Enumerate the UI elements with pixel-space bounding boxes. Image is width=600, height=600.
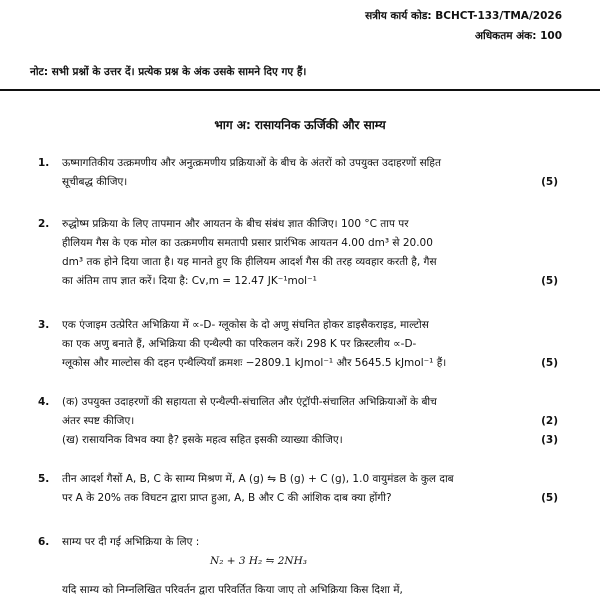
question-marks-part-a: (2) bbox=[541, 415, 558, 427]
question-4 bbox=[38, 393, 558, 450]
question-3 bbox=[38, 316, 558, 373]
question-text-line: ऊष्मागतिकीय उत्क्रमणीय और अनुत्क्रमणीय प्रक्रियाओं के बीच के अंतरों को उपयुक्त उदाहरणों सहित bbox=[62, 157, 441, 169]
question-text-line bbox=[62, 431, 558, 450]
question-marks: (5) bbox=[541, 176, 558, 188]
question-text-line: एक एंजाइम उत्प्रेरित अभिक्रिया में ∝-D- ग्लूकोस के दो अणु संघनित होकर डाइसैकराइड, माल्टोस bbox=[62, 319, 429, 331]
question-text-line: साम्य पर दी गई अभिक्रिया के लिए : bbox=[62, 536, 200, 548]
question-number: 3. bbox=[38, 319, 50, 331]
question-number: 1. bbox=[38, 157, 50, 169]
section-title: भाग अ: रासायनिक ऊर्जिकी और साम्य bbox=[214, 118, 386, 132]
question-text-line: (क) उपयुक्त उदाहरणों की सहायता से एन्थैल्पी-संचालित और एंट्रॉपी-संचालित अभिक्रियाओं के बीच bbox=[62, 396, 437, 408]
question-text: अंतर स्पष्ट कीजिए। bbox=[62, 415, 135, 427]
question-text-line: dm³ तक होने दिया जाता है। यह मानते हुए कि हीलियम आदर्श गैस की तरह व्यवहार करती है, गैस bbox=[62, 256, 437, 268]
question-marks: (5) bbox=[541, 357, 558, 369]
question-text-line bbox=[62, 489, 558, 508]
question-number: 5. bbox=[38, 473, 50, 485]
question-marks: (5) bbox=[541, 275, 558, 287]
question-marks-part-b: (3) bbox=[541, 434, 558, 446]
question-text-line: यदि साम्य को निम्नलिखित परिवर्तन द्वारा परिवर्तित किया जाए तो अभिक्रिया किस दिशा में, bbox=[62, 584, 403, 596]
question-number: 4. bbox=[38, 396, 50, 408]
divider bbox=[0, 89, 600, 91]
question-text: (ख) रासायनिक विभव क्या है? इसके महत्व सहित इसकी व्याख्या कीजिए। bbox=[62, 434, 343, 446]
question-text: ग्लूकोस और माल्टोस की दहन एन्थैल्पियाँ क्रमशः −2809.1 kJmol⁻¹ और 5645.5 kJmol⁻¹ हैं। bbox=[62, 357, 447, 369]
question-text: सूचीबद्ध कीजिए। bbox=[62, 176, 128, 188]
question-text: पर A के 20% तक विघटन द्वारा प्राप्त हुआ, A, B और C की आंशिक दाब क्या होंगी? bbox=[62, 492, 392, 504]
instructions-note: नोट: सभी प्रश्नों के उत्तर दें। प्रत्येक प्रश्न के अंक उसके सामने दिए गए हैं। bbox=[30, 66, 307, 78]
question-text-line: तीन आदर्श गैसों A, B, C के साम्य मिश्रण में, A (g) ⇋ B (g) + C (g), 1.0 वायुमंडल के कुल दाब bbox=[62, 473, 454, 485]
question-2 bbox=[38, 215, 558, 291]
assignment-code: सत्रीय कार्य कोड: BCHCT-133/TMA/2026 bbox=[365, 10, 562, 22]
question-5 bbox=[38, 470, 558, 508]
question-text: का अंतिम ताप ज्ञात करें। दिया है: Cv,m = 12.47 JK⁻¹mol⁻¹ bbox=[62, 275, 317, 287]
question-text-line bbox=[62, 173, 558, 192]
question-text-line: हीलियम गैस के एक मोल का उत्क्रमणीय समतापी प्रसार प्रारंभिक आयतन 4.00 dm³ से 20.00 bbox=[62, 237, 433, 249]
question-text-line bbox=[62, 354, 558, 373]
question-text-line: रुद्धोष्म प्रक्रिया के लिए तापमान और आयतन के बीच संबंध ज्ञात कीजिए। 100 °C ताप पर bbox=[62, 218, 409, 230]
question-marks: (5) bbox=[541, 492, 558, 504]
question-number: 6. bbox=[38, 536, 50, 548]
question-number: 2. bbox=[38, 218, 50, 230]
chemical-equation: N₂ + 3 H₂ ⇋ 2NH₃ bbox=[210, 555, 307, 567]
question-6 bbox=[38, 533, 558, 600]
question-text-line bbox=[62, 272, 558, 291]
question-text-line bbox=[62, 412, 558, 431]
question-1 bbox=[38, 154, 558, 192]
maximum-marks: अधिकतम अंक: 100 bbox=[474, 30, 562, 42]
question-text-line: का एक अणु बनाते हैं, अभिक्रिया की एन्थैल्पी का परिकलन करें। 298 K पर क्रिस्टलीय ∝-D- bbox=[62, 338, 417, 350]
